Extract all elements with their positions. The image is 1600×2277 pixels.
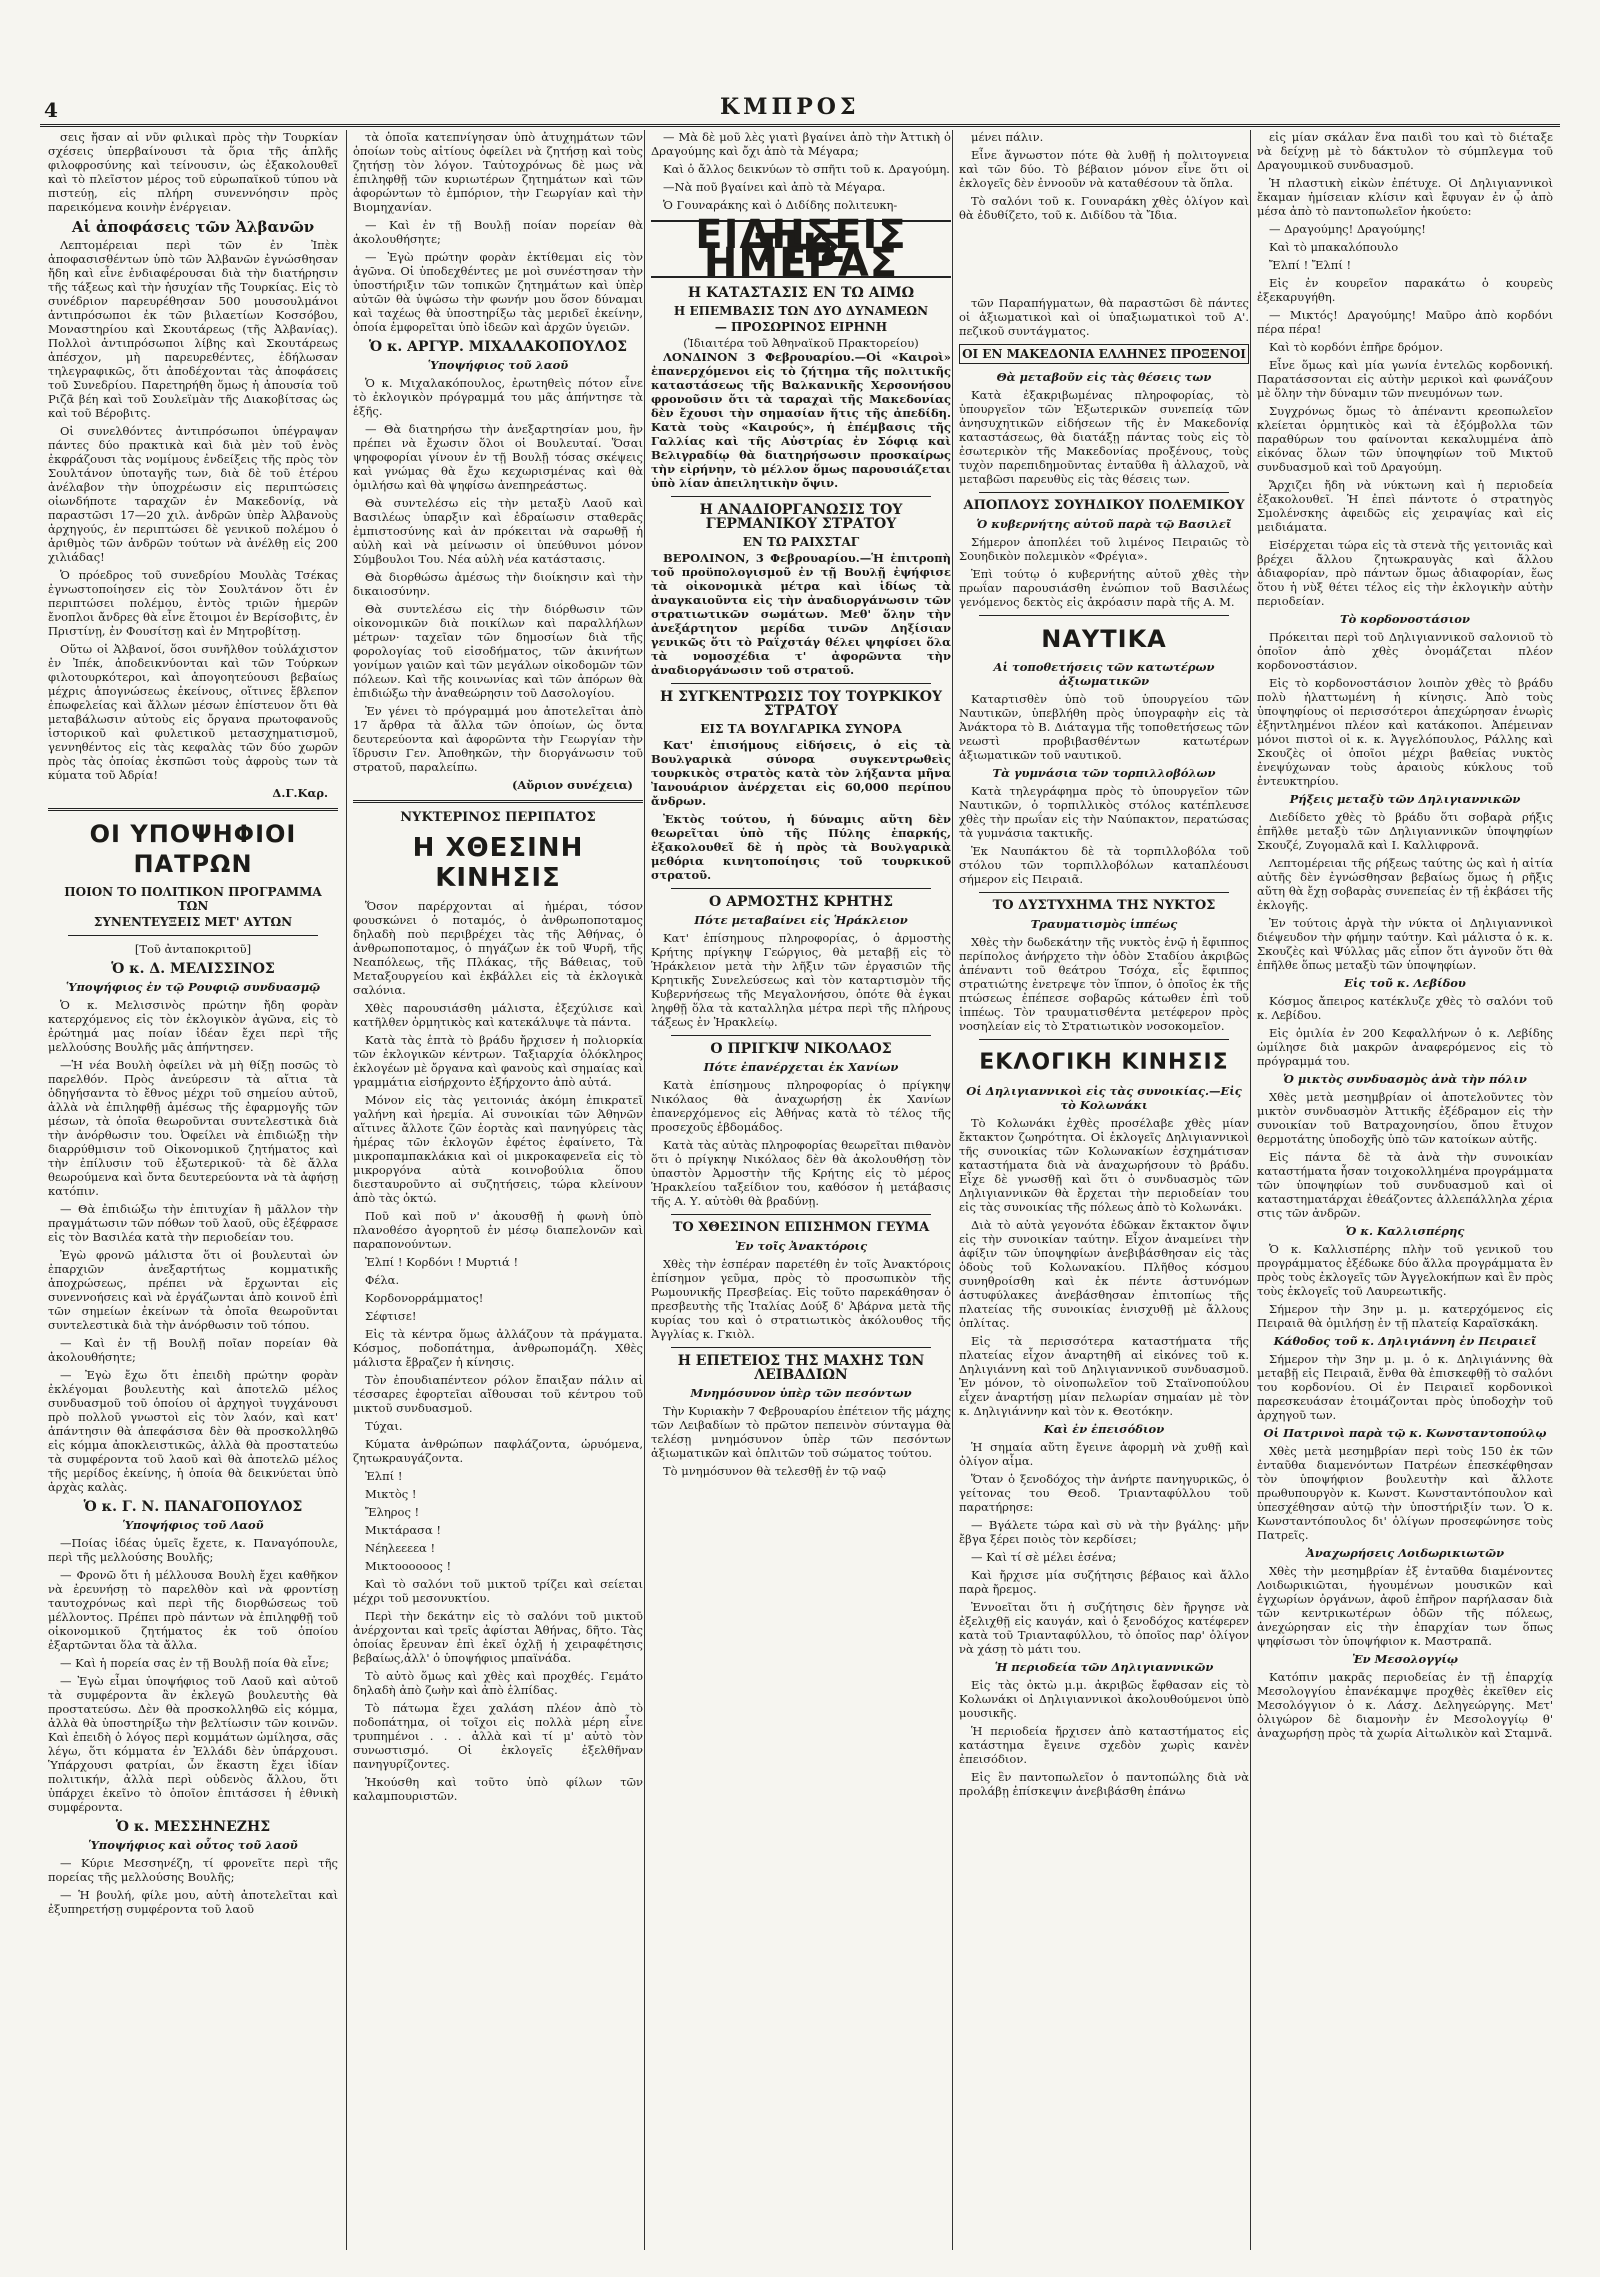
paragraph: Τὸ αὐτὸ ὅμως καὶ χθὲς καὶ προχθές. Γεμάτο δηλαδὴ ἀπὸ ζωὴν καὶ ἀπὸ ἐλπίδας. bbox=[353, 1669, 643, 1697]
paragraph: —Ποίας ἰδέας ὑμεῖς ἔχετε, κ. Παναγόπουλε, περὶ τῆς μελλούσης Βουλῆς; bbox=[48, 1536, 338, 1564]
paragraph: — Καὶ ἡ πορεία σας ἐν τῇ Βουλῇ ποία θὰ εἶνε; bbox=[60, 1656, 330, 1670]
paragraph: Διεδίδετο χθὲς τὸ βράδυ ὅτι σοβαρὰ ρήξις ἐπῆλθε μεταξὺ τῶν Δηλιγιαννικῶν ὑποψηφίων Σκουζέ, Ζυγομαλᾶ καὶ Ι. Καλλιφρονᾶ. bbox=[1257, 810, 1553, 852]
paragraph: Θὰ συντελέσω εἰς τὴν διόρθωσιν τῶν οἰκονομικῶν διὰ ποικίλων καὶ παραλλήλων μέτρων· ταχεῖαν τῶν δημοσίων διὰ τῆς φορολογίας τοῦ εἰσοδήματος, τῶν ἀκινήτων γονίμων γαιῶν καὶ τῶν μεγάλων οἰκοδομῶν τῶν πόλεων. Καὶ τῆς κοινωνίας καὶ τῶν ἀπόρων θὰ ἐπιδιώξω τὴν ἀναθεώρησιν τοῦ Δασολογίου. bbox=[353, 602, 643, 700]
crowd-shout: Φέλα. bbox=[365, 1273, 400, 1287]
paragraph: Κατὰ ἐπίσημους πληροφορίας ὁ πρίγκηψ Νικόλαος θὰ ἀναχωρήσῃ ἐκ Χανίων ἐπανερχόμενος εἰς Ἀθήνας κατὰ τὸ τέλος τῆς προσεχοῦς ἑβδομάδος. bbox=[651, 1078, 951, 1134]
paragraph: Τὸ Κολωνάκι ἐχθὲς προσέλαβε χθὲς μίαν ἔκτακτον ζωηρότητα. Οἱ ἐκλογεῖς Δηλιγιαννικοὶ τῆς συνοικίας τῶν Κολωνακίων ἐσχημάτισαν καταστήματα διὰ νὰ ἀναχωρήσουν τὸ βράδυ. Εἶχε δὲ γνωσθῇ καὶ ὅτι ὁ συνδυασμὸς τῶν Δηλιγιαννικῶν θὰ ἔρχεται τὴν περιοδείαν του εἰς τὰς συνοικίας τῆς πόλεως ἀπὸ τὸ Κολωνάκι. bbox=[959, 1116, 1249, 1214]
article-subheading: Πότε μεταβαίνει εἰς Ἡράκλειον bbox=[694, 913, 908, 927]
crowd-shout: Μικτὸς ! bbox=[365, 1487, 417, 1501]
paragraph: Τὴν Κυριακὴν 7 Φεβρουαρίου ἐπέτειον τῆς μάχης τῶν Λειβαδίων τὸ πρῶτον πεπεινὸν σύνταγμα θὰ τελέσῃ μνημόσυνον ὑπὲρ τῶν πεσόντων ἀξιωματικῶν καὶ ὁπλιτῶν τοῦ σώματος τούτου. bbox=[651, 1404, 951, 1460]
paragraph: Ἡ σημαία αὕτη ἔγεινε ἀφορμὴ νὰ χυθῇ καὶ ὀλίγον αἷμα. bbox=[959, 1440, 1249, 1468]
paragraph: Τὸ σαλόνι τοῦ κ. Γουναράκη χθὲς ὀλίγον καὶ θὰ ἐδυθίζετο, τοῦ κ. Διδίδου τὰ Ἴδια. bbox=[959, 194, 1249, 222]
paragraph: —Ἡ νέα Βουλὴ ὀφείλει νὰ μὴ θίξῃ ποσῶς τὸ παρελθόν. Πρὸς ἀνεύρεσιν τὰ αἴτια τὰ ὁδηγήσαντα τὸ ἔθνος μέχρι τοῦ σημείου αὐτοῦ, ἀλλὰ νὰ ἐπιληφθῇ ἀμέσως τῆς ἐφαρμογῆς τῶν μέσων, τὰ ὁποῖα θεωροῦνται συντελεστικὰ διὰ τὴν ἀνόρθωσιν του. Ὀφείλει νὰ ἐπιδιώξῃ τὴν διαρρύθμισιν τοῦ Οἰκονομικοῦ ζητήματος καὶ τὴν ἐπίλυσιν τοῦ ἐξωτερικοῦ· τὰ δὲ ἄλλα θεωρούμενα καὶ ὄντα δευτερεύοντα νὰ τὰ ἀφήσῃ κατόπιν. bbox=[48, 1058, 338, 1198]
paragraph: Χθὲς τὴν δωδεκάτην τῆς νυκτὸς ἐνῷ ἡ ἔφιππος περίπολος ἀνήρχετο τὴν ὁδὸν Σταδίου ἀκριβῶς ἀπέναντι τοῦ θεάτρου Τσόχα, εἷς ἔφιππος στρατιώτης ἐνετρεψε τὸν ἵππον, ὁ ὁποῖος ἐκ τῆς πτώσεως ἐπέπεσε σοβαρῶς κάτωθεν ἐπὶ τοῦ ἱππέως. Τὸν τραυματισθέντα μετέφερον πρὸς νοσηλείαν εἰς τὸ Στρατιωτικὸν νοσοκομεῖον. bbox=[959, 935, 1249, 1033]
paragraph: Εἰς τὰς ὀκτὼ μ.μ. ἀκριβῶς ἔφθασαν εἰς τὸ Κολωνάκι οἱ Δηλιγιαννικοὶ ἀκολουθούμενοι ὑπὸ μουσικῆς. bbox=[959, 1678, 1249, 1720]
divider bbox=[68, 935, 318, 936]
paragraph: Ἔλπί ! Ἔλπί ! bbox=[1269, 258, 1352, 272]
paragraph: Σήμερον τὴν 3ην μ. μ. κατερχόμενος εἰς Πειραιᾶ θὰ ὁμιλήσῃ ἐν τῇ πλατείᾳ Καραϊσκάκη. bbox=[1257, 1302, 1553, 1330]
paragraph: Καὶ ἤρχισε μία συζήτησις βέβαιος καὶ ἄλλο παρὰ ἤρεμος. bbox=[959, 1568, 1249, 1596]
article-subheading: Ἀναχωρήσεις Λοιδωρικιωτῶν bbox=[1305, 1546, 1505, 1560]
paragraph: Ὁ πρόεδρος τοῦ συνεδρίου Μουλὰς Τσέκας ἐγνωστοποίησεν εἰς τὸν Σουλτάνον ὅτι ἐν περιπτώσει πολέμου, ἐντὸς τριῶν ἡμερῶν ἔνοπλοι ἄνδρες θὰ εἶνε ἕτοιμοι ἐν Βερίσοβιτς, ἐν Πριστίνῃ, ἐν Φουσίτσῃ καὶ ἐν Μητροβίτσῃ. bbox=[48, 568, 338, 638]
paragraph: Κόσμος ἄπειρος κατέκλυζε χθὲς τὸ σαλόνι τοῦ κ. Λεβίδου. bbox=[1257, 994, 1553, 1022]
article-headline: ΑΠΟΠΛΟΥΣ ΣΟΥΗΔΙΚΟΥ ΠΟΛΕΜΙΚΟΥ bbox=[963, 498, 1245, 513]
article-subheading: Τὸ κορδονοστάσιον bbox=[1340, 612, 1470, 626]
column-5 bbox=[1250, 130, 1553, 2250]
article-headline: ΟΙ ΥΠΟΨΗΦΙΟΙ ΠΑΤΡΩΝ bbox=[89, 820, 297, 878]
paragraph: Κύματα ἀνθρώπων παφλάζοντα, ὠρυόμενα, ζητωκραυγάζοντα. bbox=[353, 1437, 643, 1465]
article-headline: Η ΑΝΑΔΙΟΡΓΑΝΩΣΙΣ ΤΟΥ ΓΕΡΜΑΝΙΚΟΥ ΣΤΡΑΤΟΥ bbox=[699, 502, 903, 532]
paragraph: — Μὰ δὲ μοῦ λὲς γιατὶ βγαίνει ἀπὸ τὴν Ἀττικὴ ὁ Δραγούμης καὶ ὄχι ἀπὸ τὰ Μέγαρα; bbox=[651, 130, 951, 158]
article-subheading: ΕΝ ΤΩ ΡΑΙΧΣΤΑΓ bbox=[742, 535, 860, 549]
paragraph: — Φρονῶ ὅτι ἡ μέλλουσα Βουλὴ ἔχει καθῆκον νὰ ἐρευνήσῃ τὸ παρελθὸν καὶ νὰ φροντίσῃ ταυτοχρόνως καὶ περὶ τῆς διορθώσεως τοῦ μέλλοντος. Πρέπει πρὸ πάντων νὰ ἐπιληφθῇ τοῦ οἰκονομικοῦ ζητήματος ἐκ τοῦ ὁποίου ἐξαρτῶνται ὅλα τὰ ἄλλα. bbox=[48, 1568, 338, 1652]
article-subheading: Τὰ γυμνάσια τῶν τορπιλλοβόλων bbox=[992, 766, 1216, 780]
candidate-name: Ὁ κ. ΜΕΣΣΗΝΕΖΗΣ bbox=[115, 1819, 271, 1835]
paragraph: σεις ἤσαν αἱ νῦν φιλικαὶ πρὸς τὴν Τουρκίαν σχέσεις ὑπερβαίνουσι τὰ ὅρια τῆς ἁπλῆς φιλοφροσύνης καὶ τείνουσιν, ὡς ἐξακολουθεῖ καὶ τὸ πλεῖστον μέρος τοῦ εὐρωπαϊκοῦ τύπου νὰ πιστεύῃ, εἰς πλήρη συνεννόησιν πρὸς παρεικόμενα κοινὴν ἐνέργειαν. bbox=[48, 130, 338, 214]
columns bbox=[48, 130, 1552, 2250]
divider bbox=[979, 892, 1229, 893]
column-3 bbox=[644, 130, 951, 2250]
paragraph: Θὰ διορθώσω ἀμέσως τὴν διοίκησιν καὶ τὴν δικαιοσύνην. bbox=[353, 570, 643, 598]
paragraph: Λεπτομέρειαι τῆς ρήξεως ταύτης ὡς καὶ ἡ αἰτία αὐτῆς δὲν ἐγνώσθησαν βεβαίως ὅμως ἡ ρῆξις αὕτη θὰ ἔχῃ σοβαρὰς συνεπείας ἐν τῇ ἐκβάσει τῆς ἐκλογῆς. bbox=[1257, 856, 1553, 912]
paragraph: — Ἐγὼ εἶμαι ὑποψήφιος τοῦ Λαοῦ καὶ αὐτοῦ τὰ συμφέροντα ἂν ἐκλεγῶ βουλευτὴς θὰ προστατεύσω. Δὲν θὰ προσκολληθῶ εἰς κόμμα, ἀλλὰ θὰ ὑποστηρίξω τὴν βελτίωσιν τῶν κοινῶν. Καὶ ἐπειδὴ ὁ λόγος περὶ κομμάτων ὡμίλησα, σᾶς λέγω, ὅτι κόμματα ἐν Ἑλλάδι δὲν ὑπάρχουσι. Ὑπάρχουσι φατρίαι, ὧν ἕκαστη ἔχει ἰδίαν πολιτικήν, ἀλλὰ περὶ οὐδενὸς ἄλλου, ὅτι ὑπάρχει ἐκεῖνο τὸ ὁποῖον ἐπιτάσσει ἡ ἐθνικὴ συμφέροντα. bbox=[48, 1674, 338, 1814]
paragraph: Εἰς ἐν κουρεῖον παρακάτω ὁ κουρεὺς ἐξεκαρυγήθη. bbox=[1257, 276, 1553, 304]
paragraph: Ἄρχιζει ἤδη νὰ νύκτωνη καὶ ἡ περιοδεία ἐξακολουθεῖ. Ἡ ἐπεὶ πάντοτε ὁ στρατηγὸς Σμολένσκης ἀφειδῶς εἰς χειραψίας καὶ εἰς μειδιάματα. bbox=[1257, 478, 1553, 534]
column-4 bbox=[952, 130, 1249, 2250]
article-subheading: Ὁ κ. Καλλισπέρης bbox=[1345, 1224, 1465, 1238]
paragraph: Χθὲς μετὰ μεσημβρίαν περὶ τοὺς 150 ἐκ τῶν ἐνταῦθα διαμενόντων Πατρέων ἐπεσκέφθησαν τὸν ὑποψήφιον βουλευτὴν καὶ ἄλλοτε πρωθυπουργὸν κ. Κωνστ. Κωνσταντόπουλον καὶ ὑπεσχέθησαν αὐτῷ τὴν ὑποστήριξίν των. Ὁ κ. Κωνσταντόπουλος δι' ὀλίγων προσεφώνησε τοὺς Πατρεῖς. bbox=[1257, 1444, 1553, 1542]
paragraph: τῶν Παραπήγματων, θὰ παραστῶσι δὲ πάντες οἱ ἀξιωματικοὶ καὶ οἱ ὑπαξιωματικοὶ τοῦ Α'. πεζικοῦ συντάγματος. bbox=[959, 296, 1249, 338]
article-subheading: Τραυματισμὸς ἱππέως bbox=[1030, 917, 1178, 931]
paragraph: Εἰς πάντα δὲ τὰ ἀνὰ τὴν συνοικίαν καταστήματα ἦσαν τοιχοκολλημένα προγράμματα τῶν ὑποψηφίων τοῦ συνδυασμοῦ καὶ οἱ καταστηματάρχαι ἐθεάζοντες ἀλλεπάλληλα χέρια στις τῶν ἀνδρῶν. bbox=[1257, 1150, 1553, 1220]
crowd-shout: Μικτοοοοοος ! bbox=[365, 1559, 452, 1573]
article-headline: Η ΚΑΤΑΣΤΑΣΙΣ ΕΝ ΤΩ ΑΙΜΩ bbox=[687, 285, 915, 301]
paragraph: Ἐννοεῖται ὅτι ἡ συζήτησις δὲν ἤργησε νὰ ἐξελιχθῇ εἰς καυγάν, καὶ ὁ ξενοδόχος κατέφερεν κατὰ τοῦ Τριανταφύλλου, τὸ ὁποῖος παρ' ὀλίγον νὰ χάσῃ τὸ μάτι του. bbox=[959, 1600, 1249, 1656]
crowd-shout: Ἐλπί ! bbox=[365, 1469, 403, 1483]
source-note: [Τοῦ ἀνταποκριτοῦ] bbox=[134, 942, 252, 956]
paragraph: — Ἡ βουλή, φίλε μου, αὐτὴ ἀποτελεῖται καὶ ἐξυπηρετήσῃ συμφέροντα τοῦ λαοῦ bbox=[48, 1888, 338, 1916]
paragraph: Κατ' ἐπισήμους εἰδήσεις, ὁ εἰς τὰ Βουλγαρικὰ σύνορα συγκεντρωθεὶς τουρκικὸς στρατὸς κατὰ τὸν λήξαντα μῆνα Ἰανουάριον ἀνέρχεται εἰς 60,000 περίπου ἄνδρων. bbox=[651, 738, 951, 808]
paragraph: Καὶ τὸ σαλόνι τοῦ μικτοῦ τρίζει καὶ σείεται μέχρι τοῦ μεσονυκτίου. bbox=[353, 1577, 643, 1605]
article-subheading: Πότε ἐπανέρχεται ἐκ Χανίων bbox=[703, 1060, 899, 1074]
paragraph: Πρόκειται περὶ τοῦ Δηλιγιαννικοῦ σαλονιοῦ τὸ ὁποῖον ἀπὸ χθὲς ὀνομάζεται πλέον κορδονοστάσιον. bbox=[1257, 630, 1553, 672]
paragraph: — Ἐγὼ πρώτην φορὰν ἐκτίθεμαι εἰς τὸν ἀγῶνα. Οἱ ὑποδεχθέντες με μοὶ συνέστησαν τὴν ὑποστήριξιν τῶν τοπικῶν ζητημάτων καὶ ὑπὲρ αὐτῶν θὰ ὑψώσω τὴν φωνήν μου ὅσον δύναμαι καὶ ταχέως θὰ ὑποστηρίξω τὰς μεριδεῖ ἐκείνην, ὁποία ἐμφορεῖται ὑπὸ ἰδεῶν καὶ ἀρχῶν ὑγειῶν. bbox=[353, 250, 643, 334]
article-subheading: Θὰ μεταβοῦν εἰς τὰς θέσεις των bbox=[996, 370, 1212, 384]
article-headline: Η ΕΠΕΤΕΙΟΣ ΤΗΣ ΜΑΧΗΣ ΤΩΝ ΛΕΙΒΑΔΙΩΝ bbox=[677, 1353, 925, 1383]
paragraph: Θὰ συντελέσω εἰς τὴν μεταξὺ Λαοῦ καὶ Βασιλέως ὑπαρξιν καὶ ἑδραίωσιν σταθερᾶς ἐμπιστοσύνης καὶ ἀν πρόκειται νὰ σαρωθῇ ἡ αὐλὴ καὶ νὰ μείνωσιν οἱ ὑπεύθυνοι μόνον Σύμβουλοι Του. Νέα αὐλὴ νέα κατάστασις. bbox=[353, 496, 643, 566]
paragraph: Καὶ ὁ ἄλλος δεικνύων τὸ σπῆτι τοῦ κ. Δραγούμη. bbox=[663, 162, 950, 176]
paragraph: Τὸν ἐπουδιαπέντεον ρόλον ἔπαιξαν πάλιν αἱ τέσσαρες ἐφορτεῖαι αἴθουσαι τοῦ κέντρου τοῦ μικτοῦ συνδυασμοῦ. bbox=[353, 1373, 643, 1415]
newspaper-title: ΚΜΠΡΟΣ bbox=[720, 94, 860, 120]
paragraph: Ἡ περιοδεία ἤρχισεν ἀπὸ καταστήματος εἰς κατάστημα ἔγεινε σχεδὸν χωρὶς κανὲν ἐπεισόδιον. bbox=[959, 1724, 1249, 1766]
article-subheading: — ΠΡΟΣΩΡΙΝΟΣ ΕΙΡΗΝΗ bbox=[714, 320, 888, 334]
article-subheading: ΠΟΙΟΝ ΤΟ ΠΟΛΙΤΙΚΟΝ ΠΡΟΓΡΑΜΜΑ ΤΩΝ bbox=[64, 885, 322, 913]
article-subheading: ΕΙΣ ΤΑ ΒΟΥΛΓΑΡΙΚΑ ΣΥΝΟΡΑ bbox=[700, 722, 902, 736]
divider bbox=[671, 888, 931, 889]
paragraph: — Κύριε Μεσσηνέζη, τί φρονεῖτε περὶ τῆς πορείας τῆς μελλούσης Βουλῆς; bbox=[48, 1856, 338, 1884]
divider bbox=[979, 615, 1229, 616]
paragraph: Χθὲς μετὰ μεσημβρίαν οἱ ἀποτελοῦντες τὸν μικτὸν συνδυασμὸν Ἀττικῆς ἐξέδραμον εἰς τὴν συνοικίαν τοῦ Βατραχονησίου, ὅπου ἔτυχον θερμοτάτης ὑποδοχῆς ὑπὸ τῶν κατοίκων αὐτῆς. bbox=[1257, 1090, 1553, 1146]
divider bbox=[671, 1035, 931, 1036]
masthead bbox=[40, 94, 1560, 127]
paragraph: Εἰς ἓν παντοπωλεῖον ὁ παντοπώλης διὰ νὰ προλάβῃ ἐπίσκεψιν ἀνεβιβάσθη ἐπάνω bbox=[959, 1770, 1249, 1798]
signature: Δ.Γ.Καρ. bbox=[272, 786, 328, 800]
paragraph: — Θὰ ἐπιδιώξω τὴν ἐπιτυχίαν ἢ μᾶλλον τὴν πραγμάτωσιν τῶν πόθων τοῦ λαοῦ, οὓς ἐξέφρασε εἰς τὸν Βασιλέα κατὰ τὴν περιοδείαν του. bbox=[48, 1202, 338, 1244]
candidate-name: Ὁ κ. Δ. ΜΕΛΙΣΣΙΝΟΣ bbox=[111, 961, 275, 977]
paragraph: —Νὰ ποῦ βγαίνει καὶ ἀπὸ τὰ Μέγαρα. bbox=[663, 180, 886, 194]
paragraph: Λεπτομέρειαι περὶ τῶν ἐν Ἰπὲκ ἀποφασισθέντων ὑπὸ τῶν Ἀλβανῶν ἐγνώσθησαν ἤδη καὶ εἶνε ἐνδιαφέρουσαι διὰ τὴν διατήρησιν τῆς τάξεως καὶ τὴν ἡσυχίαν τῆς Τουρκίας. Εἰς τὸ συνέδριον παρευρέθησαν 500 μουσουλμάνοι ἀντιπρόσωποι ἐκ τῶν βιλαετίων Κοσσόβου, Μοναστηρίου καὶ Σκουτάρεως (τῆς Ἀλβανίας). Πολλοὶ ἀντιπρόσωποι λίβης καὶ Σκουτάρεως ἀπέσχον, μὴ παρευρεθέντες, ἐδήλωσαν τηλεγραφικῶς, ὅτι ἀποδέχονται τὰς ἀποφάσεις τοῦ Συνεδρίου. Παρετηρήθη ὅμως ἡ ἀπουσία τοῦ Ριζᾶ βέη καὶ τοῦ Σουλεϊμὰν τῆς Διακοβίτσας ὡς καὶ τοῦ Βέροβιτς. bbox=[48, 238, 338, 420]
crowd-shout: Ἐλπί ! Κορδόνι ! Μυρτιά ! bbox=[365, 1255, 519, 1269]
paragraph: Χθὲς τὴν ἑσπέραν παρετέθη ἐν τοῖς Ἀνακτόροις ἐπίσημον γεῦμα, πρὸς τὸ προσωπικὸν τῆς Ρωμουνικῆς Πρεσβείας. Εἰς τοῦτο παρεκάθησαν ὁ πρεσβευτὴς τῆς Ἰταλίας Δούξ δ' Ἀβάρνα μετὰ τῆς κυρίας του καὶ ὁ στρατιωτικὸς ἀκόλουθος τῆς Ἀγγλίας κ. Γκιὸλ. bbox=[651, 1257, 951, 1341]
paragraph: Εἰς τὰ κέντρα ὅμως ἀλλάζουν τὰ πράγματα. Κόσμος, ποδοπάτημα, ἀνθρωπομάζη. Χθὲς μάλιστα ἔβραζεν ἡ κίνησις. bbox=[353, 1327, 643, 1369]
paragraph: Ὁ Γουναράκης καὶ ὁ Διδίδης πολιτευκη- bbox=[663, 198, 898, 212]
paragraph: Ἐπὶ τούτῳ ὁ κυβερνήτης αὐτοῦ χθὲς τὴν πρωΐαν παρουσιάσθη ἐνώπιον τοῦ Βασιλέως γενόμενος δεκτὸς εἰς ἀκρόασιν παρὰ τῆς Α. Μ. bbox=[959, 567, 1249, 609]
paragraph: Κατὰ τηλεγράφημα πρὸς τὸ ὑπουργεῖον τῶν Ναυτικῶν, ὁ τορπιλλικὸς στόλος κατέπλευσε χθὲς τὴν πρωΐαν εἰς τὴν Ναύπακτον, περατώσας τὰ γυμνάσια τακτικῆς. bbox=[959, 784, 1249, 840]
article-subheading: Οἱ Πατρινοὶ παρὰ τῷ κ. Κωνσταντοπούλῳ bbox=[1263, 1426, 1547, 1440]
candidate-subtitle: Ὑποψήφιος τοῦ Λαοῦ bbox=[122, 1518, 264, 1532]
paragraph: Ὁ κ. Καλλισπέρης πλὴν τοῦ γενικοῦ του προγράμματος ἐξέδωκε δύο ἄλλα προγράμματα ἓν πρὸς τοὺς ἐκλογεῖς τῶν Ἀγγελοκήπων καὶ ἓν πρὸς τοὺς ἐκλογεῖς τοῦ Λαυρεωτικῆς. bbox=[1257, 1242, 1553, 1298]
article-headline: Ο ΑΡΜΟΣΤΗΣ ΚΡΗΤΗΣ bbox=[709, 894, 893, 910]
crowd-shout: Σέφτισε! bbox=[365, 1309, 417, 1323]
paragraph: Καὶ τὸ κορδόνι ἐπῆρε δρόμον. bbox=[1269, 340, 1443, 354]
paragraph: Εἰς ὁμιλία ἐν 200 Κεφαλλήνων ὁ κ. Λεβίδης ὡμίλησε διὰ μακρῶν ἀναφερόμενος εἰς τὸ πρόγραμμά του. bbox=[1257, 1026, 1553, 1068]
paragraph: Ἡκούσθη καὶ τοῦτο ὑπὸ φίλων τῶν καλαμπουριστῶν. bbox=[353, 1775, 643, 1803]
article-subheading: Οἱ Δηλιγιαννικοὶ εἰς τὰς συνοικίας.—Εἰς τὸ Κολωνάκι bbox=[966, 1084, 1242, 1112]
paragraph: Χθὲς παρουσιάσθη μάλιστα, ἐξεχύλισε καὶ κατῆλθεν ὁρμητικὸς καὶ κατεκάλυψε τὰ πάντα. bbox=[353, 1001, 643, 1029]
paragraph: Ἡ πλαστικὴ εἰκὼν ἐπέτυχε. Οἱ Δηλιγιαννικοὶ ἔκαμαν ἡμίσειαν κλίσιν καὶ ἔφυγαν ἐν ᾧ ἀπὸ μέσα ἀπὸ τὸ παντοπωλεῖον ἠκούετο: bbox=[1257, 176, 1553, 218]
paragraph: Ἐν γένει τὸ πρόγραμμά μου ἀποτελεῖται ἀπὸ 17 ἄρθρα τὰ ἄλλα τῶν ὁποίων, ὡς ὄντα δευτερεύοντα καὶ ἀφορῶντα τὴν Γεωργίαν τὴν ἵδρυσιν Γεν. Ἀποθηκῶν, τὴν διοργάνωσιν τοῦ στρατοῦ, παραλείπω. bbox=[353, 704, 643, 774]
crowd-shout: Μικτάρασα ! bbox=[365, 1523, 442, 1537]
paragraph: Εἶνε ὅμως καὶ μία γωνία ἐντελῶς κορδονική. Παρατάσσονται εἰς αὐτὴν μερικοὶ καὶ φωνάζουν μὲ ὅλην τὴν δύναμιν τῶν πνευμόνων των. bbox=[1257, 358, 1553, 400]
paragraph: Ποῦ καὶ ποῦ ν' ἀκουσθῇ ἡ φωνὴ ὑπὸ πλανοθέσο ἀγορητοῦ ἐν μέσῳ διαπελονῶν καὶ παραπονούντων. bbox=[353, 1209, 643, 1251]
divider bbox=[48, 808, 338, 811]
article-subheading: Ἐν τοῖς Ἀνακτόροις bbox=[734, 1239, 868, 1253]
crowd-shout: Ἔληρος ! bbox=[365, 1505, 420, 1519]
article-subheading: Εἰς τοῦ κ. Λεβίδου bbox=[1344, 976, 1466, 990]
article-subheading: Μνημόσυνον ὑπὲρ τῶν πεσόντων bbox=[690, 1386, 912, 1400]
paragraph: Ἐκτὸς τούτου, ἡ δύναμις αὕτη δὲν θεωρεῖται ὑπὸ τῆς Πύλης ἐπαρκής, ἐξακολουθεῖ δὲ ἡ πρὸς τὰ Βουλγαρικὰ μεθόρια κινητοποίησις τοῦ τουρκικοῦ στρατοῦ. bbox=[651, 812, 951, 882]
paragraph: Ἐν τούτοις ἀργὰ τὴν νύκτα οἱ Δηλιγιαννικοὶ διέψευδον τὴν φήμην ταύτην. Καὶ μάλιστα ὁ κ. κ. Σκουζὲς καὶ Ψύλλας μᾶς εἶπον ὅτι ἀγνοῦν ὅτι θὰ ἐπῆλθε ὅπως μεταξὺ τῶν ὑποψηφίων. bbox=[1257, 916, 1553, 972]
paragraph: Οὕτω οἱ Ἀλβανοί, ὅσοι συνῆλθον τοὐλάχιστον ἐν Ἰπέκ, ἀποδεικνύονται καὶ τῶν Τούρκων φιλοτουρκότεροι, καὶ ἀπογοητεύουσι βεβαίως μέχρις ἀπογνώσεως ἐκείνους, οἵτινες ἔβλεπον ἐπωφελείας καὶ ἄλλων μέσων ἐπίστευον ὅτι θὰ μεταβάλωσιν αὐτοὺς εἰς ὄργανα πρωτοφανοῦς ἱστορικοῦ καὶ φυλετικοῦ μετασχηματισμοῦ, γεννηθέντος εἰς τὰς κεφαλὰς τῶν δύο χωρῶν πρὸς τὰς ὁποίας ἐκσπῶσι τοὺς ἀφροὺς των τὰ κύματα τοῦ Ἀδρία! bbox=[48, 642, 338, 782]
paragraph: ΛΟΝΔΙΝΟΝ 3 Φεβρουαρίου.—Οἱ «Καιροὶ» ἐπανερχόμενοι εἰς τὸ ζήτημα τῆς πολιτικῆς καταστάσεως τῆς Βαλκανικῆς Χερσονήσου φρονοῦσιν ὅτι τὰ ταραχαὶ τῆς Μακεδονίας δὲν ἔχουσι τὴν σημασίαν ἥτις τῆς ἀπεδίδη. Κατὰ τοὺς «Καιρούς», ἡ ἐπέμβασις τῆς Γαλλίας καὶ τῆς Αὐστρίας ἐν Σόφιᾳ καὶ Βελιγραδίῳ θὰ διατηρήσωσιν προσκαίρως τὴν εἰρήνην, τὸ μέλλον ὅμως παρουσιάζεται ὑπὸ λίαν ἀπειλητικὴν ὄψιν. bbox=[651, 350, 951, 490]
paragraph: Κατ' ἐπίσημους πληροφορίας, ὁ ἁρμοστὴς Κρήτης πρίγκηψ Γεώργιος, θὰ μεταβῇ εἰς τὸ Ἡράκλειον μετὰ τὴν λῆξιν τῶν ἐργασιῶν τῆς Κρητικῆς Συνελεύσεως καὶ τὸν καταρτισμὸν τῆς Κυβερνήσεως τῆς Μεγαλονήσου, ὁπότε θὰ ἐγκαι ληφθῇ ὅλα τὰ καταλληλα μέτρα περὶ τῆς πλήρους τάξεως ἐν Ἡρακλείῳ. bbox=[651, 931, 951, 1029]
paragraph: Τύχαι. bbox=[365, 1419, 403, 1433]
spacer bbox=[959, 226, 1249, 296]
candidate-subtitle: Ὑποψήφιος τοῦ λαοῦ bbox=[427, 358, 569, 372]
article-headline: ΟΙ ΕΝ ΜΑΚΕΔΟΝΙΑ ΕΛΛΗΝΕΣ ΠΡΟΞΕΝΟΙ bbox=[959, 344, 1249, 364]
paragraph: Κατόπιν μακρᾶς περιοδείας ἐν τῇ ἐπαρχίᾳ Μεσολογγίου ἐπανέκαμψε προχθὲς ἐκεῖθεν εἰς Μεσολόγγιον ὁ κ. Λάσχ. Δεληγεώργης. Μετ' ὀλιγώρον δὲ διαμονὴν ἐν Μεσολογγίῳ θ' ἀναχωρήσῃ πρὸς τὰ χωρία Αἰτωλικὸν καὶ Σταμνᾶ. bbox=[1257, 1670, 1553, 1740]
divider bbox=[671, 683, 931, 684]
paragraph: Τὸ πάτωμα ἔχει χαλάση πλέον ἀπὸ τὸ ποδοπάτημα, οἱ τοῖχοι εἰς πολλὰ μέρη εἶνε τρυπημένοι . . . ἀλλὰ καὶ τί μ' αὐτὸ τὸν συνωστισμό. Οἱ ἐκλογεῖς ἐξελθῆναν πανηγυρίζοντες. bbox=[353, 1701, 643, 1771]
paragraph: Περὶ τὴν δεκάτην εἰς τὸ σαλόνι τοῦ μικτοῦ ἀνέρχονται καὶ τρεῖς ἀφίσται Ἀθήνας, δῆτο. Τὰς ὁποίας ἔρευναν ἐπὶ ἐκεῖ ὁχλῇ ἡ χειραφέτησις βεβαίως,ἀλλ' ὁ ὑποψήφιος μπαϊνάδα. bbox=[353, 1609, 643, 1665]
section-banner: ΕΙΔΗΣΕΙΣ ΤΗΣ ΗΜΕΡΑΣ bbox=[651, 220, 951, 278]
paragraph: — Θὰ διατηρήσω τὴν ἀνεξαρτησίαν μου, ἣν πρέπει νὰ ἔχωσιν ὅλοι οἱ Βουλευταί. Ὅσαι ψηφοφορίαι γίνουν ἐν τῇ Βουλῇ τόσας σκέψεις καὶ γνώμας θὰ ἔχω κεχωρισμένας καὶ θὰ ὁμιλήσω καὶ θὰ ψηφίσω ἀνεπηρεάστως. bbox=[353, 422, 643, 492]
article-headline: Η ΧΘΕΣΙΝΗ ΚΙΝΗΣΙΣ bbox=[412, 833, 584, 893]
paragraph: Μόνον εἰς τὰς γειτονιάς ἀκόμη ἐπικρατεῖ γαλήνη καὶ ἠρεμία. Αἱ συνοικίαι τῶν Ἀθηνῶν αἵτινες ἄλλοτε ζῶν ἑορτὰς καὶ πανηγύρεις τὰς ἡμέρας τῶν ἐκλογῶν ἐφέτος ἐφαίνετο, Τὰ μικροπαμπακλάκια καὶ οἱ μικροκαφενεῖα εἰς τὸ μικροργόνα αὐτὰ κοινοβούλια ὅπου διεσταυροῦντο αἱ συζητήσεις, τώρα κλείνουν ἀπὸ τὰς ὀκτώ. bbox=[353, 1093, 643, 1205]
article-subheading: Ὁ κυβερνήτης αὐτοῦ παρὰ τῷ Βασιλεῖ bbox=[976, 517, 1232, 531]
article-headline: ΤΟ ΔΥΣΤΥΧΗΜΑ ΤΗΣ ΝΥΚΤΟΣ bbox=[992, 898, 1216, 913]
section-heading: Αἱ ἀποφάσεις τῶν Ἀλβανῶν bbox=[71, 218, 315, 236]
paragraph: Εἰς τὸ κορδονοστάσιον λοιπὸν χθὲς τὸ βράδυ πολὺ ἠλαττωμένη ἡ κίνησις. Ἀπὸ τοὺς ὑποψηφίους οἱ περισσότεροι ἀπεχώρησαν ἐνωρὶς ἐξηντλημένοι πλέον καὶ κατάκοποι. Ἀπέμειναν μόνοι πιστοὶ οἱ κ. κ. Ἀγγελόπουλος, Ράλλης καὶ Σκουζὲς οἱ ὁποῖοι μέχρι βαθείας νυκτὸς ἐνεψύχωναν τοὺς ἀραιοὺς κύκλους τοῦ ἐντευκτηρίου. bbox=[1257, 676, 1553, 788]
crowd-shout: Νέηλεεεεα ! bbox=[365, 1541, 436, 1555]
paragraph: Κατὰ τὰς ἑπτὰ τὸ βράδυ ἤρχισεν ἡ πολιορκία τῶν ἐκλογικῶν κέντρων. Ταξιαρχία ὁλόκληρος ἐκλογέων μὲ ὄργανα καὶ φανοὺς καὶ σημαίας καὶ γραμμάτια εἰσήρχοντο ἐξήρχοντο ἀπὸ αὐτά. bbox=[353, 1033, 643, 1089]
paragraph: Ὅταν ὁ ξενοδόχος τὴν ἀνήρτε πανηγυρικῶς, ὁ γείτονας του Θεοδ. Τριανταφύλλου τοῦ παρατήρησε: bbox=[959, 1472, 1249, 1514]
article-subheading: Η ΕΠΕΜΒΑΣΙΣ ΤΩΝ ΔΥΟ ΔΥΝΑΜΕΩΝ bbox=[673, 304, 929, 318]
paragraph: Ὁ κ. Μιχαλακόπουλος, ἐρωτηθεὶς πότον εἶνε τὸ ἐκλογικὸν πρόγραμμά του μᾶς ἀπήντησε τὰ ἑξῆς. bbox=[353, 376, 643, 418]
divider bbox=[979, 1039, 1229, 1040]
paragraph: Διὰ τὸ αὐτὰ γεγονότα ἐδῶκαν ἔκτακτον ὄψιν εἰς τὴν συνοικίαν ταύτην. Εἶχον ἀναμείνει τὴν ἀφίξιν τῶν ὑποψηφίων ἀνεβιβάσθησαν εἰς τὰς ὁδοὺς τοῦ Κολωνακίου. Πλῆθος κόσμου συνηθροίσθη καὶ ἐκ πέντε ἀστυνόμων ἀστυφύλακες ἀνεβάσθησαν ἐπιτοπίως τῆς πλατείας τῆς συνοικίας ἐνισχυθῇ μὲ ἄλλους ὁπλίτας. bbox=[959, 1218, 1249, 1330]
paragraph: εἰς μίαν σκάλαν ἕνα παιδὶ του καὶ τὸ διέταξε νὰ δείχνῃ μὲ τὸ δάκτυλον τὸ σύμπλεγμα τοῦ Δραγουμικοῦ συνδυασμοῦ. bbox=[1257, 130, 1553, 172]
article-subheading: Κάθοδος τοῦ κ. Δηλιγιάννη ἐν Πειραιεῖ bbox=[1273, 1334, 1537, 1348]
paragraph: μένει πάλιν. bbox=[971, 130, 1044, 144]
article-subheading: Αἱ τοποθετήσεις τῶν κατωτέρων ἀξιωματικῶν bbox=[993, 660, 1215, 688]
article-subheading: Ὁ μικτὸς συνδυασμὸς ἀνὰ τὴν πόλιν bbox=[1283, 1072, 1527, 1086]
paragraph: Τὸ μνημόσυνον θὰ τελεσθῇ ἐν τῷ ναῷ bbox=[663, 1464, 886, 1478]
paragraph: Ὅσον παρέρχονται αἱ ἡμέραι, τόσον φουσκώνει ὁ ποταμός, ὁ ἀνθρωποποταμος δηλαδὴ ποὺ περιβρέχει τὰς τῆς Ἀθήνας, ὁ ἀνθρωποποταμος, ὁ πηγάζων ἐκ τοῦ Ψυρῆ, τῆς Νεαπόλεως, τῆς Πλάκας, τῆς Βάθειας, τοῦ Μεταξουργείου καὶ ἐκβάλλει εἰς τὰ ἐκλογικὰ σαλόνια. bbox=[353, 899, 643, 997]
candidate-subtitle: Ὑποψήφιος ἐν τῷ Ρουφιῷ συνδυασμῷ bbox=[65, 980, 321, 994]
paragraph: Καὶ τὸ μπακαλόπουλο bbox=[1269, 240, 1399, 254]
paragraph: Ὁ κ. Μελισσινὸς πρώτην ἤδη φορὰν κατερχόμενος εἰς τὸν ἐκλογικὸν ἀγῶνα, εἰς τὸ ἐρώτημά μας ποίαν ἰδέαν ἔχει περὶ τῆς μελλούσης Βουλῆς μᾶς ἀπήντησεν. bbox=[48, 998, 338, 1054]
paragraph: τὰ ὁποῖα κατεπνίγησαν ὑπὸ ἀτυχημάτων τῶν ὁποίων τοὺς αἰτίους ὀφείλει νὰ ζητήσῃ καὶ τοὺς ζητήσῃ τὸν λόγον. Ταὐτοχρόνως δὲ μως νὰ ἐπιληφθῇ τῶν κυριωτέρων ζητημάτων καὶ τῶν ἀφορώντων τὸ ἐμπόριον, τὴν Γεωργίαν καὶ τὴν Βιομηχανίαν. bbox=[353, 130, 643, 214]
paragraph: Σήμερον τὴν 3ην μ. μ. ὁ κ. Δηλιγιάννης θὰ μεταβῇ εἰς Πειραιᾶ, ἔνθα θὰ ἐπισκεφθῇ τὸ σαλόνι του κορδονίου. Οἱ ἐν Πειραιεῖ κορδονικοὶ παρεσκευάσαν ἑτοιμάζονται πρὸς ὑποδοχὴν τοῦ ἀρχηγοῦ των. bbox=[1257, 1352, 1553, 1422]
page-number: 4 bbox=[44, 98, 58, 122]
article-subheading: ΣΥΝΕΝΤΕΥΞΕΙΣ ΜΕΤ' ΑΥΤΩΝ bbox=[93, 915, 293, 929]
paragraph: — Βγάλετε τώρα καὶ σὺ νὰ τὴν βγάλης· μῆν ἔβγα ξέρει ποιὸς τὸν κερδίσει; bbox=[959, 1518, 1249, 1546]
divider bbox=[671, 1214, 931, 1215]
article-subheading: Ἡ περιοδεία τῶν Δηλιγιαννικῶν bbox=[994, 1660, 1214, 1674]
candidate-subtitle: Ὑποψήφιος καὶ οὗτος τοῦ λαοῦ bbox=[88, 1838, 298, 1852]
paragraph: — Μικτός! Δραγούμης! Μαῦρο ἀπὸ κορδόνι πέρα πέρα! bbox=[1257, 308, 1553, 336]
paragraph: Ἐκ Ναυπάκτου δὲ τὰ τορπιλλοβόλα τοῦ στόλου τῶν τορπιλλοβόλων καταπλέουσι σήμερον εἰς Πειραιᾶ. bbox=[959, 844, 1249, 886]
paragraph: Ἐγὼ φρονῶ μάλιστα ὅτι οἱ βουλευταὶ ὡν ἐπαρχιῶν ἀνεξαρτήτως κομματικῆς ἀποχρώσεως, πρέπει νὰ ἔρχωνται εἰς συνεννοήσεις καὶ νὰ ἐργάζωνται ἀπὸ κοινοῦ ἐπὶ τῶν σημείων ἐκείνων τὰ ὁποῖα θεωροῦνται συντελεστικὰ διὰ τὴν ἀνόρθωσιν τοῦ τόπου. bbox=[48, 1248, 338, 1332]
paragraph: — Ἐγὼ ἔχω ὅτι ἐπειδὴ πρώτην φορὰν ἐκλέγομαι βουλευτὴς καὶ ἀποτελῶ μέλος συνδυασμοῦ τοῦ ὁποίου οἱ ἀρχηγοὶ τυγχάνουσι πρὸ πολλοῦ γνωστοὶ εἰς τὸν λαόν, καὶ κατ' ἀπάντησιν θὰ ἀπεφάσισα δὲν θὰ προσκολληθῶ εἰς κόμμα ἀποκλειστικῶς, ἀλλὰ θὰ προστατεύω τὰ συμφέροντα τοῦ λαοῦ καὶ θὰ ἀποτελῶ μέλος τῆς μερίδος ἐκείνης, ἡ ὁποία θὰ δεικνύεται ὑπὸ ἀρχὰς καλὰς. bbox=[48, 1368, 338, 1494]
paragraph: Συγχρόνως ὅμως τὸ ἀπέναντι κρεοπωλεῖον κλείεται ὁρμητικὸς καὶ τὰ ἐξόμβολλα τῶν παραθύρων του φαίνονται κεκαλυμμένα ἀπὸ εἰκόνας ὅλων τῶν ὑποψηφίων τοῦ Μικτοῦ συνδυασμοῦ καὶ τοῦ Δραγούμη. bbox=[1257, 404, 1553, 474]
paragraph: Οἱ συνελθόντες ἀντιπρόσωποι ὑπέγραψαν πάντες δύο πρακτικὰ καὶ διὰ μὲν τοῦ ἑνὸς ἐκφράζουσι τὰς νομίμους ἐνδείξεις τῆς πρὸς τὸν Σουλτάνον ὑποταγῆς των, διὰ δὲ τοῦ ἑτέρου ἀνέλαβον τὴν ὑποχρέωσιν εἰς περιπτώσεις οἱωνδήποτε ταραχῶν ἐν Μακεδονίᾳ, νὰ παραστῶσι 17—20 χιλ. ἀνδρῶν ὑπὲρ Ἀλβανοὺς ἀρχηγούς, ἐν περιπτώσει δὲ γενικοῦ πολέμου ὁ ἀριθμὸς τῶν ἀνδρῶν τούτων νὰ ἀνέλθῃ εἰς 200 χιλιάδας! bbox=[48, 424, 338, 564]
divider bbox=[979, 492, 1229, 493]
candidate-name: Ὁ κ. Γ. Ν. ΠΑΝΑΓΟΠΟΥΛΟΣ bbox=[83, 1499, 303, 1515]
article-subheading: Καὶ ἐν ἐπεισόδιον bbox=[1043, 1422, 1165, 1436]
article-headline: Ο ΠΡΙΓΚΙΨ ΝΙΚΟΛΑΟΣ bbox=[710, 1041, 892, 1057]
paragraph: — Δραγούμης! Δραγούμης! bbox=[1269, 222, 1426, 236]
paragraph: Σήμερον ἀποπλέει τοῦ λιμένος Πειραιῶς τὸ Σουηδικὸν πολεμικὸν «Φρέγια». bbox=[959, 535, 1249, 563]
paragraph: Κατὰ τὰς αὐτὰς πληροφορίας θεωρεῖται πιθανὸν ὅτι ὁ πρίγκηψ Νικόλαος δὲν θὰ ἀκολουθήσῃ τὸν ὑπαστὸν Ἀρμοστὴν τῆς Κρήτης εἰς τὸ μέρος Ἡρακλείου ταξείδιον του, καθόσον ἡ μετάβασις τῆς Α. Υ. αὐτὸθι θὰ βραδύνῃ. bbox=[651, 1138, 951, 1208]
section-headline: ΕΚΛΟΓΙΚΗ ΚΙΝΗΣΙΣ bbox=[979, 1050, 1229, 1075]
section-headline: ΝΑΥΤΙΚΑ bbox=[1041, 625, 1167, 653]
article-subheading: Ρήξεις μεταξὺ τῶν Δηλιγιαννικῶν bbox=[1289, 792, 1521, 806]
article-headline: Η ΣΥΓΚΕΝΤΡΩΣΙΣ ΤΟΥ ΤΟΥΡΚΙΚΟΥ ΣΤΡΑΤΟΥ bbox=[660, 689, 942, 719]
paragraph: Χθὲς τὴν μεσημβρίαν ἐξ ἐνταῦθα διαμένοντες Λοιδωρικιῶται, ἠγουμένων μουσικῶν καὶ ἐγχωρίων ὀργάνων, ἀφοῦ ἐπῆρον παρήλασαν διὰ τῶν κεντρικωτέρων ὁδῶν τῆς πόλεως, ἀνεχώρησαν εἰς τὴν ἐπαρχίαν των ὅπως ψηφίσωσι τὸν ὑποψήφιον κ. Μαστραπᾶ. bbox=[1257, 1564, 1553, 1648]
divider bbox=[353, 800, 643, 803]
paragraph: — Καὶ τί σὲ μέλει ἐσένα; bbox=[971, 1550, 1117, 1564]
article-headline: ΤΟ ΧΘΕΣΙΝΟΝ ΕΠΙΣΗΜΟΝ ΓΕΥΜΑ bbox=[672, 1220, 930, 1235]
column-1 bbox=[48, 130, 338, 2250]
paragraph: Εἰσέρχεται τώρα εἰς τὰ στενὰ τῆς γειτονιᾶς καὶ βρέχει ἄλλου ζητωκραυγὰς καὶ ἄλλου ἀδιαφορίαν, πρὸ πάντων ὅμως ἀδιαφορίαν, ἕως ὅτου ἡ νὺξ θέτει τέλος εἰς τὴν ἐκλογικὴν αὐτὴν περιοδείαν. bbox=[1257, 538, 1553, 608]
paragraph: Καταρτισθὲν ὑπὸ τοῦ ὑπουργείου τῶν Ναυτικῶν, ὑπεβλήθη πρὸς ὑπογραφὴν εἰς τὰ Ἀνάκτορα τὸ Β. Διάταγμα τῆς τοποθετήσεως τῶν νεωστὶ προβιβασθέντων κατωτέρων ἀξιωματικῶν τοῦ ναυτικοῦ. bbox=[959, 692, 1249, 762]
divider bbox=[671, 496, 931, 497]
paragraph: Εἶνε ἄγνωστον πότε θὰ λυθῇ ἡ πολιτογνεια καὶ τῶν δύο. Τὸ βέβαιον μόνον εἶνε ὅτι οἱ ἐκλογεῖς δὲν ἐννοοῦν νὰ καταθέσουν τὰ ὅπλα. bbox=[959, 148, 1249, 190]
paragraph: Κατὰ ἐξακριβωμένας πληροφορίας, τὸ ὑπουργεῖον τῶν Ἐξωτερικῶν συνεπείᾳ τῶν ἀνησυχητικῶν εἰδήσεων τῆς ἐν Μακεδονίᾳ καταστάσεως, θὰ διατάξῃ πάντας τοὺς εἰς τὸ ἐσωτερικὸν τῆς Μακεδονίας προξένους, τοὺς τυχὸν παρεπιδημοῦντας ἐνταῦθα ἢ ἀλλαχοῦ, νὰ μεταβῶσι παρευθὺς εἰς τὰς θέσεις των. bbox=[959, 388, 1249, 486]
divider bbox=[671, 1347, 931, 1348]
paragraph: ΒΕΡΟΛΙΝΟΝ, 3 Φεβρουαρίου.—Ἡ ἐπιτροπὴ τοῦ προϋπολογισμοῦ ἐν τῇ Βουλῇ ἐψήφισε τὰ οἰκονομικὰ μέτρα καὶ ἰδίως τὰ ἀναγκαιοῦντα εἰς τὴν ἀναδιοργάνωσιν τῶν στρατιωτικῶν σωμάτων. Μεθ' ὅλην τὴν ἀνεξάρτητον μερίδα τινῶν Δηξίσιαν γενικῶς ὅτι τὸ Ραΐχστάγ θέλει ψηφίσει ὅλα τὰ νομοσχέδια τ' ἀφορῶντα τὴν ἀναδιοργάνωσιν τοῦ στρατοῦ. bbox=[651, 551, 951, 677]
paragraph: Εἰς τὰ περισσότερα καταστήματα τῆς πλατείας εἶχον ἀναρτηθῆ αἱ εἰκόνες τοῦ κ. Δηλιγιάννη καὶ τοῦ Δηλιγιαννικοῦ συνδυασμοῦ. Ἐν μόνον, τὸ οἰνοπωλεῖον τοῦ Σταϊνοπούλου εἶχεν ἀναρτήσῃ μίαν πελωρίαν σημαίαν μὲ τὸν κ. Δηλιγιάννην καὶ τὸν κ. Θεοτόκην. bbox=[959, 1334, 1249, 1418]
article-kicker: ΝΥΚΤΕΡΙΝΟΣ ΠΕΡΙΠΑΤΟΣ bbox=[400, 810, 596, 825]
continued-note: (Αὔριον συνέχεια) bbox=[511, 778, 633, 792]
crowd-shout: Κορδονορράμματος! bbox=[365, 1291, 484, 1305]
article-subheading: Ἐν Μεσολογγίῳ bbox=[1352, 1652, 1458, 1666]
candidate-name: Ὁ κ. ΑΡΓΥΡ. ΜΙΧΑΛΑΚΟΠΟΥΛΟΣ bbox=[368, 339, 628, 355]
paragraph: — Καὶ ἐν τῇ Βουλῇ ποίαν πορείαν θὰ ἀκολουθήσητε; bbox=[353, 218, 643, 246]
paragraph: — Καὶ ἐν τῇ Βουλῇ ποῖαν πορείαν θὰ ἀκολουθήσητε; bbox=[48, 1336, 338, 1364]
source-note: (Ἰδιαιτέρα τοῦ Ἀθηναϊκοῦ Πρακτορείου) bbox=[683, 336, 919, 350]
column-2 bbox=[346, 130, 643, 2250]
